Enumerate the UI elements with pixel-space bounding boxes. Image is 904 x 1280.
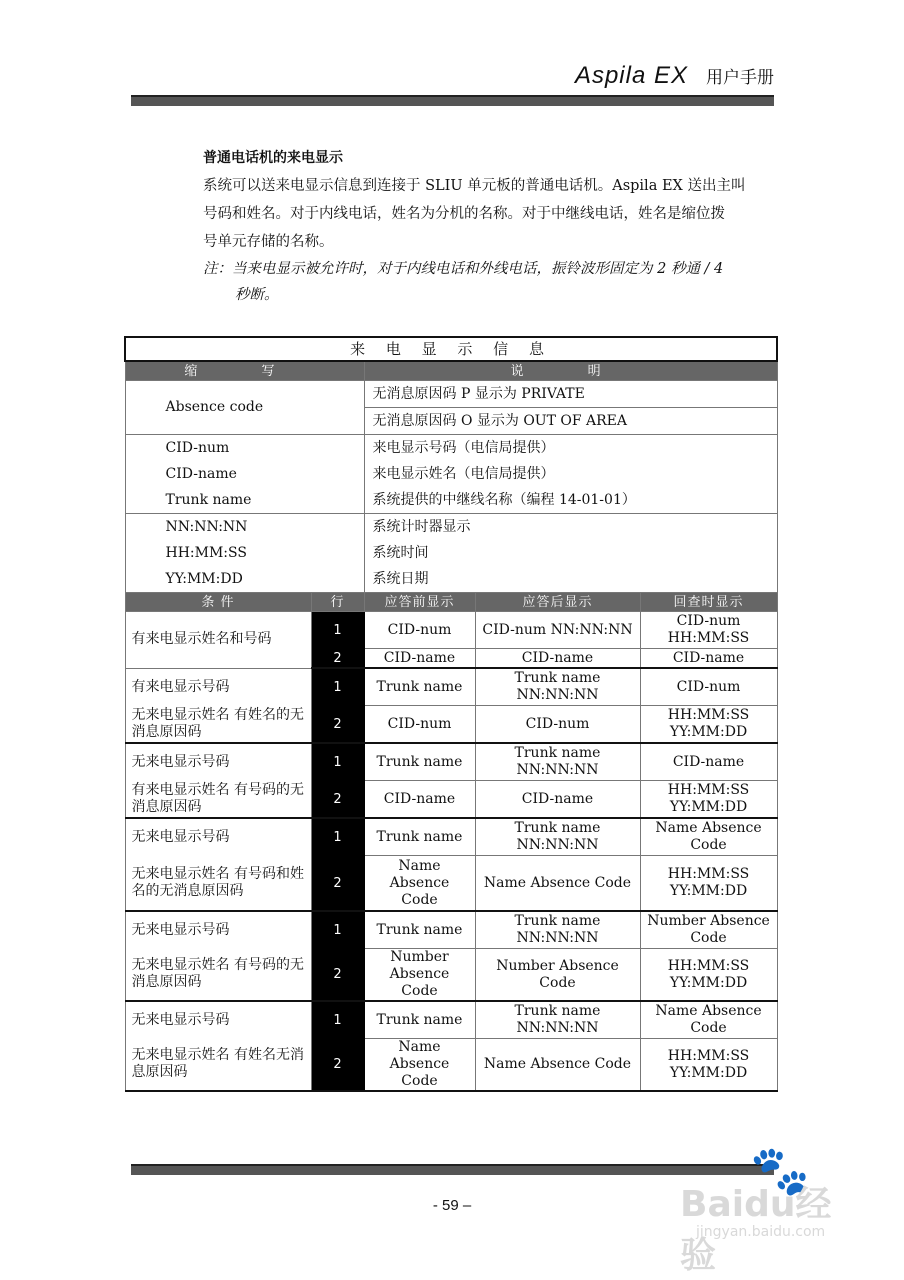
condition-cell: 无来电显示号码 bbox=[125, 818, 311, 856]
after-cell: Trunk name NN:NN:NN bbox=[475, 818, 640, 856]
row-number: 2 bbox=[311, 649, 364, 669]
abbr-cell: HH:MM:SS bbox=[125, 540, 364, 566]
after-cell: Trunk name NN:NN:NN bbox=[475, 911, 640, 949]
before-cell: Trunk name bbox=[364, 668, 475, 706]
abbr-cell: Trunk name bbox=[125, 487, 364, 514]
after-cell: Trunk name NN:NN:NN bbox=[475, 668, 640, 706]
condition-cell: 有来电显示姓名和号码 bbox=[125, 612, 311, 669]
condition-cell: 无来电显示号码 bbox=[125, 1001, 311, 1039]
brand-name: Aspila EX bbox=[574, 62, 688, 89]
row-number: 1 bbox=[311, 1001, 364, 1039]
row-number: 1 bbox=[311, 612, 364, 649]
before-cell: CID-name bbox=[364, 781, 475, 819]
condition-cell: 无来电显示姓名 有姓名的无消息原因码 bbox=[125, 706, 311, 744]
watermark bbox=[674, 1143, 864, 1276]
before-cell: CID-num bbox=[364, 706, 475, 744]
before-cell: CID-name bbox=[364, 649, 475, 669]
watermark-logo: Baidu经验 bbox=[680, 1184, 832, 1276]
desc-cell: 系统时间 bbox=[364, 540, 777, 566]
recall-cell: Name Absence Code bbox=[640, 1001, 777, 1039]
row-number: 2 bbox=[311, 856, 364, 912]
watermark-url: jingyan.baidu.com bbox=[696, 1224, 826, 1240]
abbr-cell: CID-name bbox=[125, 461, 364, 487]
recall-cell: CID-num HH:MM:SS bbox=[640, 612, 777, 649]
section-title: 普通电话机的来电显示 bbox=[203, 150, 343, 166]
desc-cell: 无消息原因码 P 显示为 PRIVATE bbox=[364, 381, 777, 408]
before-cell: Name Absence Code bbox=[364, 1039, 475, 1092]
recall-cell: CID-name bbox=[640, 743, 777, 781]
desc-cell: 系统提供的中继线名称（编程 14-01-01） bbox=[364, 487, 777, 514]
header-rule bbox=[131, 95, 774, 106]
after-cell: Name Absence Code bbox=[475, 856, 640, 912]
note-line: 秒断。 bbox=[235, 287, 279, 303]
after-cell: Number Absence Code bbox=[475, 949, 640, 1002]
row-number: 2 bbox=[311, 1039, 364, 1092]
desc-cell: 无消息原因码 O 显示为 OUT OF AREA bbox=[364, 408, 777, 435]
recall-cell: CID-name bbox=[640, 649, 777, 669]
condition-cell: 有来电显示姓名 有号码的无消息原因码 bbox=[125, 781, 311, 819]
row-number: 1 bbox=[311, 668, 364, 706]
table-title: 来 电 显 示 信 息 bbox=[125, 337, 777, 361]
desc-cell: 系统日期 bbox=[364, 566, 777, 593]
page-header bbox=[575, 62, 774, 90]
before-cell: CID-num bbox=[364, 612, 475, 649]
condition-cell: 无来电显示姓名 有号码和姓名的无消息原因码 bbox=[125, 856, 311, 912]
abbr-cell: YY:MM:DD bbox=[125, 566, 364, 593]
abbr-cell: Absence code bbox=[125, 381, 364, 435]
row-number: 1 bbox=[311, 743, 364, 781]
recall-cell: HH:MM:SS YY:MM:DD bbox=[640, 856, 777, 912]
row-number: 1 bbox=[311, 818, 364, 856]
row-number: 2 bbox=[311, 781, 364, 819]
condition-cell: 无来电显示姓名 有号码的无消息原因码 bbox=[125, 949, 311, 1002]
after-cell: CID-name bbox=[475, 781, 640, 819]
para-line: 号码和姓名。对于内线电话，姓名为分机的名称。对于中继线电话，姓名是缩位拨 bbox=[203, 206, 725, 222]
col-row: 行 bbox=[311, 593, 364, 612]
recall-cell: HH:MM:SS YY:MM:DD bbox=[640, 1039, 777, 1092]
col-recall: 回查时显示 bbox=[640, 593, 777, 612]
col-before: 应答前显示 bbox=[364, 593, 475, 612]
after-cell: Name Absence Code bbox=[475, 1039, 640, 1092]
col-after: 应答后显示 bbox=[475, 593, 640, 612]
row-number: 2 bbox=[311, 949, 364, 1002]
condition-cell: 无来电显示姓名 有姓名无消息原因码 bbox=[125, 1039, 311, 1092]
condition-cell: 无来电显示号码 bbox=[125, 743, 311, 781]
abbr-cell: CID-num bbox=[125, 435, 364, 462]
header-subtitle: 用户手册 bbox=[706, 68, 774, 87]
before-cell: Number Absence Code bbox=[364, 949, 475, 1002]
desc-cell: 系统计时器显示 bbox=[364, 514, 777, 541]
para-line: 系统可以送来电显示信息到连接于 SLIU 单元板的普通电话机。Aspila EX 送出主叫 bbox=[203, 178, 746, 194]
page-number: - 59 – bbox=[432, 1197, 472, 1214]
row-number: 1 bbox=[311, 911, 364, 949]
before-cell: Trunk name bbox=[364, 1001, 475, 1039]
header-desc: 说 明 bbox=[364, 361, 777, 381]
after-cell: Trunk name NN:NN:NN bbox=[475, 743, 640, 781]
recall-cell: HH:MM:SS YY:MM:DD bbox=[640, 781, 777, 819]
paw-icon: 🐾 bbox=[750, 1143, 810, 1199]
para-line: 号单元存储的名称。 bbox=[203, 234, 334, 250]
abbr-cell: NN:NN:NN bbox=[125, 514, 364, 541]
note bbox=[203, 256, 775, 308]
recall-cell: Number Absence Code bbox=[640, 911, 777, 949]
after-cell: CID-name bbox=[475, 649, 640, 669]
row-number: 2 bbox=[311, 706, 364, 744]
recall-cell: HH:MM:SS YY:MM:DD bbox=[640, 949, 777, 1002]
condition-cell: 无来电显示号码 bbox=[125, 911, 311, 949]
section-paragraph bbox=[203, 172, 775, 256]
recall-cell: Name Absence Code bbox=[640, 818, 777, 856]
desc-cell: 来电显示号码（电信局提供） bbox=[364, 435, 777, 462]
before-cell: Trunk name bbox=[364, 743, 475, 781]
caller-id-table bbox=[124, 336, 778, 1092]
condition-cell: 有来电显示号码 bbox=[125, 668, 311, 706]
before-cell: Trunk name bbox=[364, 818, 475, 856]
after-cell: CID-num bbox=[475, 706, 640, 744]
recall-cell: HH:MM:SS YY:MM:DD bbox=[640, 706, 777, 744]
after-cell: CID-num NN:NN:NN bbox=[475, 612, 640, 649]
note-line: 注：当来电显示被允许时，对于内线电话和外线电话，振铃波形固定为 2 秒通 / 4 bbox=[203, 261, 724, 277]
recall-cell: CID-num bbox=[640, 668, 777, 706]
before-cell: Name Absence Code bbox=[364, 856, 475, 912]
after-cell: Trunk name NN:NN:NN bbox=[475, 1001, 640, 1039]
header-abbr: 缩 写 bbox=[125, 361, 364, 381]
desc-cell: 来电显示姓名（电信局提供） bbox=[364, 461, 777, 487]
col-condition: 条 件 bbox=[125, 593, 311, 612]
before-cell: Trunk name bbox=[364, 911, 475, 949]
